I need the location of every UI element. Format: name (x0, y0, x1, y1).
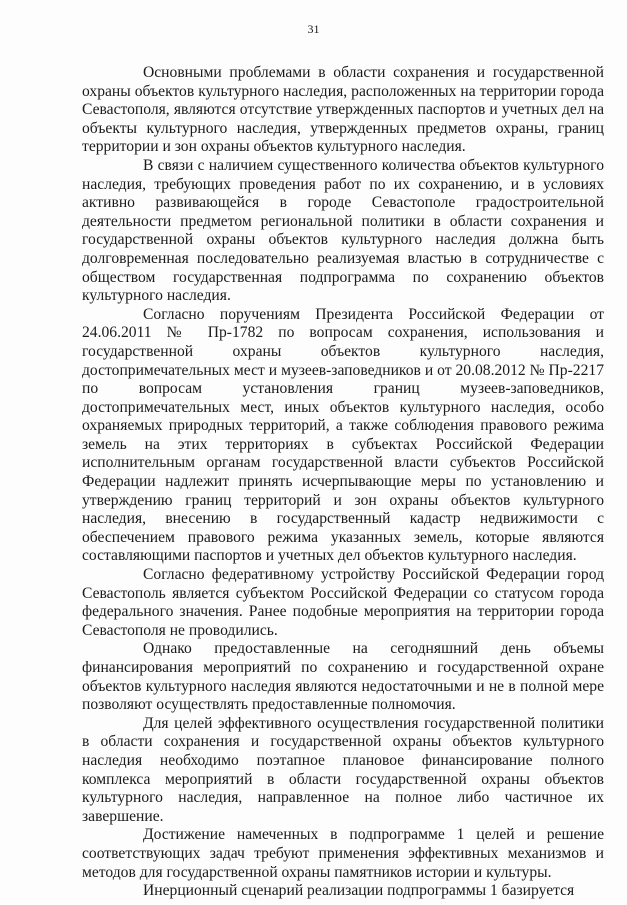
paragraph: Достижение намеченных в подпрограмме 1 целей и решение соответствующих задач требуют применения эффективных механизмов и методов для государственной охраны памятников истории и культуры. (82, 826, 604, 881)
paragraph: Основными проблемами в области сохранения и государственной охраны объектов культурного наследия, расположенных на территории города Севастополя, являются отсутствие утвержденных паспортов и учетных дел на объекты культурного наследия, утвержденных предметов охраны, границ территории и зон охраны объектов культурного наследия. (82, 64, 604, 156)
document-body (82, 64, 604, 901)
paragraph: Инерционный сценарий реализации подпрограммы 1 базируется (143, 882, 575, 900)
page-number: 31 (307, 22, 320, 36)
paragraph: Согласно федеративному устройству Российской Федерации город Севастополь является субъектом Российской Федерации со статусом города федерального значения. Ранее подобные мероприятия на территории города Севастополя не проводились. (82, 566, 604, 639)
paragraph: Однако предоставленные на сегодняшний день объемы финансирования мероприятий по сохранению и государственной охране объектов культурного наследия являются недостаточными и не в полной мере позволяют осуществлять предоставленные полномочия. (82, 640, 604, 714)
paragraph: Согласно поручениям Президента Российской Федерации от 24.06.2011 № Пр-1782 по вопросам сохранения, использования и государственной охраны объектов культурного наследия, достопримечательных мест и музеев-заповедников и от 20.08.2012 № Пр-2217 по вопросам установления границ музеев-заповедников, достопримечательных мест, иных объектов культурного наследия, особо охраняемых природных территорий, а также соблюдения правового режима земель на этих территориях в субъектах Российской Федерации исполнительным органам государственной власти субъектов Российской Федерации надлежит принять исчерпывающие меры по установлению и утверждению границ территорий и зон охраны объектов культурного наследия, внесению в государственный кадастр недвижимости с обеспечением правового режима указанных земель, которые являются составляющими паспортов и учетных дел объектов культурного наследия. (82, 305, 604, 565)
paragraph: Для целей эффективного осуществления государственной политики в области сохранения и государственной охраны объектов культурного наследия необходимо поэтапное плановое финансирование полного комплекса мероприятий в области государственной охраны объектов культурного наследия, направленное на полное либо частичное их завершение. (82, 714, 604, 825)
paragraph: В связи с наличием существенного количества объектов культурного наследия, требующих проведения работ по их сохранению, и в условиях активно развивающейся в городе Севастополе градостроительной деятельности предметом региональной политики в области сохранения и государственной охраны объектов культурного наследия должна быть долговременная последовательно реализуемая властью в сотрудничестве с обществом государственная подпрограмма по сохранению объектов культурного наследия. (82, 156, 604, 305)
